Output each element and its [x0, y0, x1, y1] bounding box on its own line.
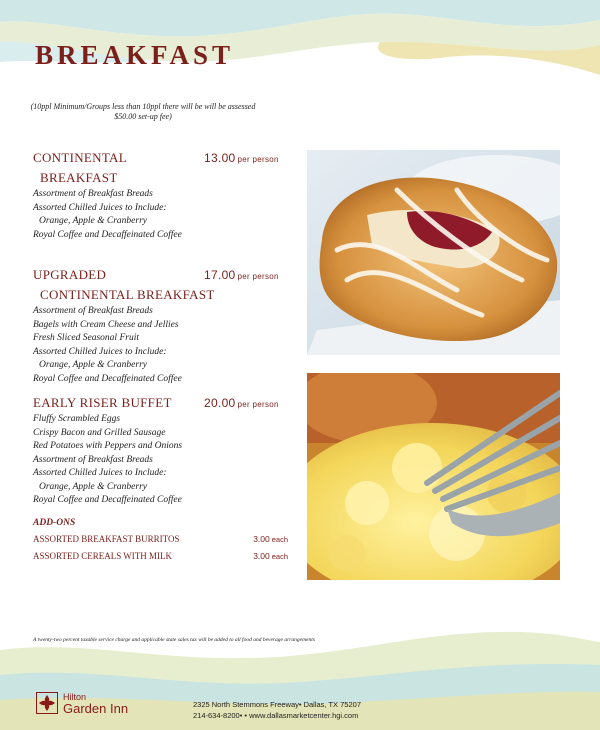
menu-item: Royal Coffee and Decaffeinated Coffee	[33, 373, 182, 384]
menu-item: Orange, Apple & Cranberry	[39, 216, 148, 226]
addon-name: ASSORTED BREAKFAST BURRITOS	[33, 534, 180, 544]
scrambled-eggs-photo	[307, 373, 560, 580]
menu-section-early-riser	[33, 393, 295, 508]
menu-item: Assorted Chilled Juices to Include:	[33, 202, 167, 213]
addons-title: ADD-ONS	[33, 518, 76, 528]
section-name-line2: CONTINENTAL BREAKFAST	[40, 287, 215, 302]
hotel-address	[193, 699, 361, 721]
section-name: UPGRADED	[33, 267, 107, 282]
menu-item: Assortment of Breakfast Breads	[33, 454, 153, 465]
hilton-garden-inn-logo	[36, 692, 128, 714]
section-price: 17.00 per person	[204, 268, 279, 282]
danish-pastry-photo	[307, 150, 560, 355]
brand-line2: Garden Inn	[63, 701, 129, 716]
address-line2: 214-634-8200• • www.dallasmarketcenter.hgi.com	[193, 711, 359, 720]
page-title: BREAKFAST	[35, 40, 235, 70]
addon-item	[33, 534, 288, 544]
menu-item: Fresh Sliced Seasonal Fruit	[33, 333, 139, 343]
menu-item: Royal Coffee and Decaffeinated Coffee	[33, 495, 182, 505]
minimum-note: (10ppl Minimum/Groups less than 10ppl there will be will be assessed $50.00 set-up fee)	[30, 102, 256, 121]
menu-item: Assortment of Breakfast Breads	[33, 189, 153, 199]
flower-logo-icon	[36, 692, 58, 714]
section-name-line2: BREAKFAST	[40, 170, 118, 185]
menu-item: Bagels with Cream Cheese and Jellies	[33, 319, 179, 330]
menu-item: Assorted Chilled Juices to Include:	[33, 346, 167, 357]
menu-item: Fluffy Scrambled Eggs	[33, 414, 121, 424]
section-price: 13.00 per person	[204, 151, 279, 165]
section-name: EARLY RISER BUFFET	[33, 395, 172, 410]
menu-item: Orange, Apple & Cranberry	[39, 481, 148, 492]
menu-item: Royal Coffee and Decaffeinated Coffee	[33, 229, 182, 240]
section-name: CONTINENTAL	[33, 150, 127, 165]
addon-price: 3.00 each	[253, 534, 288, 544]
service-charge-note: A twenty-two percent taxable service charge and applicable state sales tax will be added to all food and beverage arrangements	[33, 637, 315, 643]
menu-section-continental	[33, 148, 295, 242]
menu-item: Crispy Bacon and Grilled Sausage	[33, 427, 166, 438]
menu-item: Orange, Apple & Cranberry	[39, 360, 148, 370]
menu-item: Red Potatoes with Peppers and Onions	[33, 441, 183, 451]
addon-item	[33, 551, 288, 561]
menu-item: Assortment of Breakfast Breads	[33, 306, 153, 316]
brand-line1: Hilton	[63, 692, 87, 702]
section-price: 20.00 per person	[204, 396, 279, 410]
section-header	[33, 265, 295, 285]
addon-price: 3.00 each	[253, 551, 288, 561]
address-line1: 2325 North Stemmons Freeway• Dallas, TX 75207	[193, 700, 361, 709]
menu-section-upgraded	[33, 265, 295, 386]
addon-name: ASSORTED CEREALS WITH MILK	[33, 551, 173, 561]
menu-item: Assorted Chilled Juices to Include:	[33, 468, 167, 478]
section-header	[33, 393, 295, 413]
section-header	[33, 148, 295, 168]
